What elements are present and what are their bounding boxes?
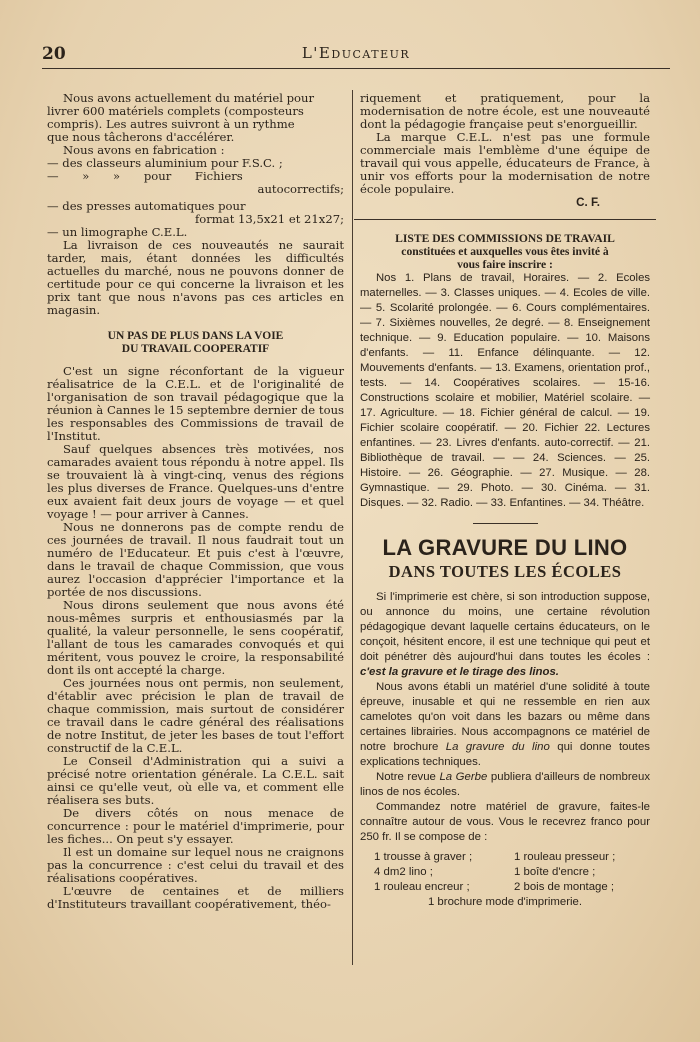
commissions-heading-line-2: constituées et auxquelles vous êtes invité à	[401, 245, 609, 258]
article-subtitle: DANS TOUTES LES ÉCOLES	[388, 562, 622, 581]
kit-item-last: 1 brochure mode d'imprimerie.	[427, 896, 583, 908]
commissions-list: Nos 1. Plans de travail, Horaires. — 2. Ecoles maternelles. — 3. Classes uniques. — 4. Ecoles de ville. — 5. Scolarité prolongée. — 6. Cours complémentaires. — 7. Sixièmes nouvelles, 2e degré. — 8. Enseignement technique. — 9. Education populaire. — 10. Maisons d'enfants. — 11. Enfance délinquante. — 12. Mouvements d'enfants. — 13. Examens, orientation prof., tests. — 14. Coopératives scolaires. — 15-16. Constructions scolaire et mobilier, Matériel scolaire. — 17. Agriculture. — 18. Fichier général de calcul. — 19. Fichier scolaire coopératif. — 20. Fichier 22. Lectures enfantines. — 23. Livres d'enfants. auto-correctif. — 21. Bibliothèque de travail. — — 24. Sciences. — 25. Histoire. — 26. Géographie. — 27. Musique. — 28. Gymnastique. — 29. Photo. — 30. Cinéma. — 31. Disques. — 32. Radio. — 33. Enfantines. — 34. Théâtre.	[360, 272, 650, 509]
kit-row	[360, 850, 650, 865]
page-header	[42, 42, 670, 69]
paragraph	[360, 590, 650, 680]
text-run: Nous avons établi un matériel d'une solidité à toute épreuve, inusable et qui ne ressemble en rien aux camelotes qu'on voit dans les bazars ou même dans certaines librairies. Nous accompagnons ce matériel de notre brochure	[360, 681, 650, 753]
paragraph: La livraison de ces nouveautés ne saurait tarder, mais, étant données les difficultés actuelles du marché, nous ne pouvons donner de certitude pour ce qui concerne la livraison et les prix tant que nous n'avons pas ces articles en magasin.	[47, 238, 344, 317]
paragraph: Ces journées nous ont permis, non seulement, d'établir avec précision le plan de travail de chaque commission, mais surtout de considérer ce travail dans le cadre général des réalisations de notre Institut, de jeter les bases de tout l'effort constructif de la C.E.L.	[47, 676, 344, 755]
section-heading	[47, 330, 344, 356]
kit-item: 2 bois de montage ;	[514, 881, 615, 893]
column-divider	[352, 90, 353, 965]
commissions-heading-line-3: vous faire inscrire :	[457, 258, 553, 271]
commissions-heading	[360, 232, 650, 271]
left-column	[47, 92, 344, 911]
paragraph: Nous dirons seulement que nous avons été nous-mêmes surpris et enthousiasmés par la qualité, la valeur personnelle, le sens coopératif, l'allant de tous les camarades convoqués et qui méritent, vous pouvez le croire, la responsabilité dont ils ont accepté la charge.	[47, 598, 344, 677]
paragraph	[360, 680, 650, 770]
page-number: 20	[42, 44, 66, 64]
paragraph: riquement et pratiquement, pour la modernisation de notre école, est une nouveauté dont la pédagogie française peut s'enorgueillir.	[360, 91, 650, 131]
short-divider	[473, 523, 538, 524]
kit-item: 1 rouleau presseur ;	[514, 851, 616, 863]
journal-title: L'Educateur	[301, 44, 411, 62]
paragraph: De divers côtés on nous menace de concurrence : pour le matériel d'imprimerie, pour les fiches... On peut s'y essayer.	[47, 806, 344, 846]
right-column	[360, 92, 650, 910]
text-line: Nous avons en fabrication :	[63, 143, 225, 157]
paragraph: Le Conseil d'Administration qui a suivi a précisé notre orientation générale. La C.E.L. sait ainsi ce qu'elle veut, où elle va, et comment elle réalisera ses buts.	[47, 754, 344, 807]
kit-item: 4 dm2 lino ;	[374, 866, 433, 878]
kit-row	[360, 865, 650, 880]
text-run: qui donne toutes explications techniques.	[360, 741, 651, 768]
emphasis-run: c'est la gravure et le tirage des linos.	[360, 666, 559, 678]
section-heading-line-1: UN PAS DE PLUS DANS LA VOIE	[107, 330, 284, 342]
paragraph	[360, 770, 650, 800]
paragraph: Commandez notre matériel de gravure, faites-le connaître autour de vous. Vous le recevrez franco pour 250 fr. Il se compose de :	[360, 801, 650, 843]
text-run: Si l'imprimerie est chère, si son introduction suppose, ou annonce du moins, une certaine révolution pédagogique devant laquelle certains éducateurs, on le conçoit, hésitent encore, il est une technique qui peut et doit pénétrer dès aujourd'hui dans toutes les écoles :	[360, 591, 650, 663]
text-line: que nous tâcherons d'accélérer.	[47, 130, 235, 144]
text-line: format 13,5x21 et 21x27;	[194, 212, 344, 226]
paragraph: La marque C.E.L. n'est pas une formule commerciale mais l'emblème d'une équipe de travail qui vous appelle, éducateurs de France, à unir vos efforts pour la modernisation de notre école populaire.	[360, 130, 650, 196]
text-run: Notre revue	[376, 771, 436, 783]
text-line: compris). Les autres suivront à un rythme	[47, 117, 295, 131]
text-line: Nous avons actuellement du matériel pour	[63, 91, 315, 105]
paragraph: Sauf quelques absences très motivées, nos camarades avaient tous répondu à notre appel. Ils se trouvaient là à vingt-cinq, venus des régions les plus diverses de France. Quelques-uns d'entre eux avaient fait deux jours de voyage — et quel voyage ! — pour arriver à Cannes.	[47, 442, 344, 521]
lino-article	[360, 536, 650, 910]
paragraph: C'est un signe réconfortant de la vigueur réalisatrice de la C.E.L. et de l'originalité de l'organisation de son travail pédagogique que la réunion à Cannes le 15 septembre dernier de tous les responsables des Commissions de travail de l'Institut.	[47, 364, 344, 443]
signature: C. F.	[576, 196, 600, 209]
section-heading-line-2: DU TRAVAIL COOPERATIF	[121, 343, 270, 355]
text-line: autocorrectifs;	[257, 182, 344, 196]
article-title: LA GRAVURE DU LINO	[382, 535, 628, 560]
section-rule	[354, 219, 656, 220]
emphasis-run: La gravure du lino	[445, 741, 550, 753]
kit-item: 1 rouleau encreur ;	[374, 881, 470, 893]
emphasis-run: La Gerbe	[439, 771, 488, 783]
paragraph: Il est un domaine sur lequel nous ne craignons pas la concurrence : c'est celui du travail et des réalisations coopératives.	[47, 845, 344, 885]
paragraph: L'œuvre de centaines et de milliers d'Instituteurs travaillant coopérativement, théo-	[47, 884, 344, 911]
kit-row	[360, 880, 650, 895]
commissions-heading-line-1: LISTE DES COMMISSIONS DE TRAVAIL	[395, 232, 615, 245]
paragraph: Nous ne donnerons pas de compte rendu de ces journées de travail. Il nous faudrait tout un numéro de l'Educateur. Et puis c'est à l'œuvre, dans le travail de chaque Commission, que vous aurez l'occasion d'apprécier l'importance et la portée de nos discussions.	[47, 520, 344, 599]
kit-item: 1 trousse à graver ;	[374, 851, 473, 863]
text-run: publiera d'ailleurs de nombreux linos de nos écoles.	[360, 771, 651, 798]
text-line: — des presses automatiques pour	[47, 199, 246, 213]
text-line: — » » pour Fichiers	[47, 169, 243, 183]
kit-item: 1 boîte d'encre ;	[514, 866, 596, 878]
text-line: — un limographe C.E.L.	[47, 225, 188, 239]
kit-items	[360, 850, 650, 910]
text-line: — des classeurs aluminium pour F.S.C. ;	[47, 156, 283, 170]
text-line: livrer 600 matériels complets (composteurs	[47, 104, 304, 118]
